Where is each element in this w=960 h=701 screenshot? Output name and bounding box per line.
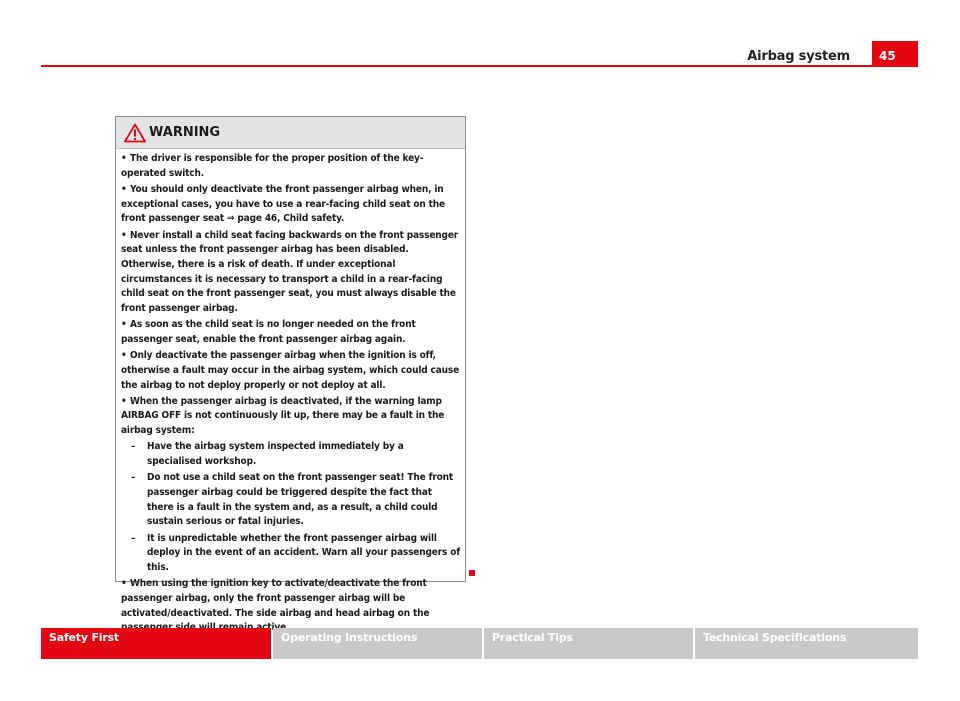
chapter-nav (41, 628, 918, 659)
warning-item: • Only deactivate the passenger airbag when the ignition is off, otherwise a fault may occur in the airbag system, which could cause the airbag to not deploy properly or not deploy at all. (121, 350, 460, 391)
chapter-tab-practical-tips[interactable]: Practical Tips (484, 628, 693, 659)
warning-box (115, 116, 466, 619)
chapter-tab-safety-first[interactable]: Safety First (41, 628, 271, 659)
warning-triangle-icon (124, 123, 146, 143)
chapter-tab-operating-instructions[interactable]: Operating Instructions (273, 628, 482, 659)
warning-item: • Never install a child seat facing backwards on the front passenger seat unless the front passenger airbag has been disabled. Otherwise, there is a risk of death. If under exceptional circumstances it is necessary to transport a child in a rear-facing child seat on the front passenger seat, you must always disable the front passenger airbag. (121, 229, 459, 315)
page-number: 45 (879, 49, 896, 63)
chapter-tab-technical-specifications[interactable]: Technical Specifications (695, 628, 918, 659)
warning-item: • When the passenger airbag is deactivated, if the warning lamp AIRBAG OFF is not continuously lit up, there may be a fault in the airbag system: (121, 395, 445, 437)
warning-subitem: – Have the airbag system inspected immediately by a specialised workshop. (131, 441, 404, 468)
warning-title: WARNING (149, 125, 221, 140)
warning-subitem: – It is unpredictable whether the front passenger airbag will deploy in the event of an accident. Warn all your passengers of this. (131, 532, 460, 573)
warning-body (116, 149, 465, 636)
section-end-marker (469, 570, 475, 576)
running-title: Airbag system (747, 49, 850, 64)
warning-item: • When using the ignition key to activate/deactivate the front passenger airbag, only the front passenger airbag will be activated/deactivated. The side airbag and head airbag on the (121, 578, 430, 619)
warning-item: • The driver is responsible for the proper position of the key-operated switch. (121, 153, 424, 179)
warning-item: • As soon as the child seat is no longer needed on the front passenger seat, enable the front passenger airbag again. (121, 319, 416, 345)
warning-item: • You should only deactivate the front passenger airbag when, in exceptional cases, you have to use a rear-facing child seat on the front passenger seat ⇒ page 46, Child safety. (121, 183, 445, 225)
warning-header (116, 117, 465, 149)
warning-subitem: – Do not use a child seat on the front passenger seat! The front passenger airbag could be triggered despite the fact that there is a fault in the system and, as a result, a child could sustain serious or fatal injuries. (131, 472, 454, 528)
header-rule (41, 65, 918, 67)
